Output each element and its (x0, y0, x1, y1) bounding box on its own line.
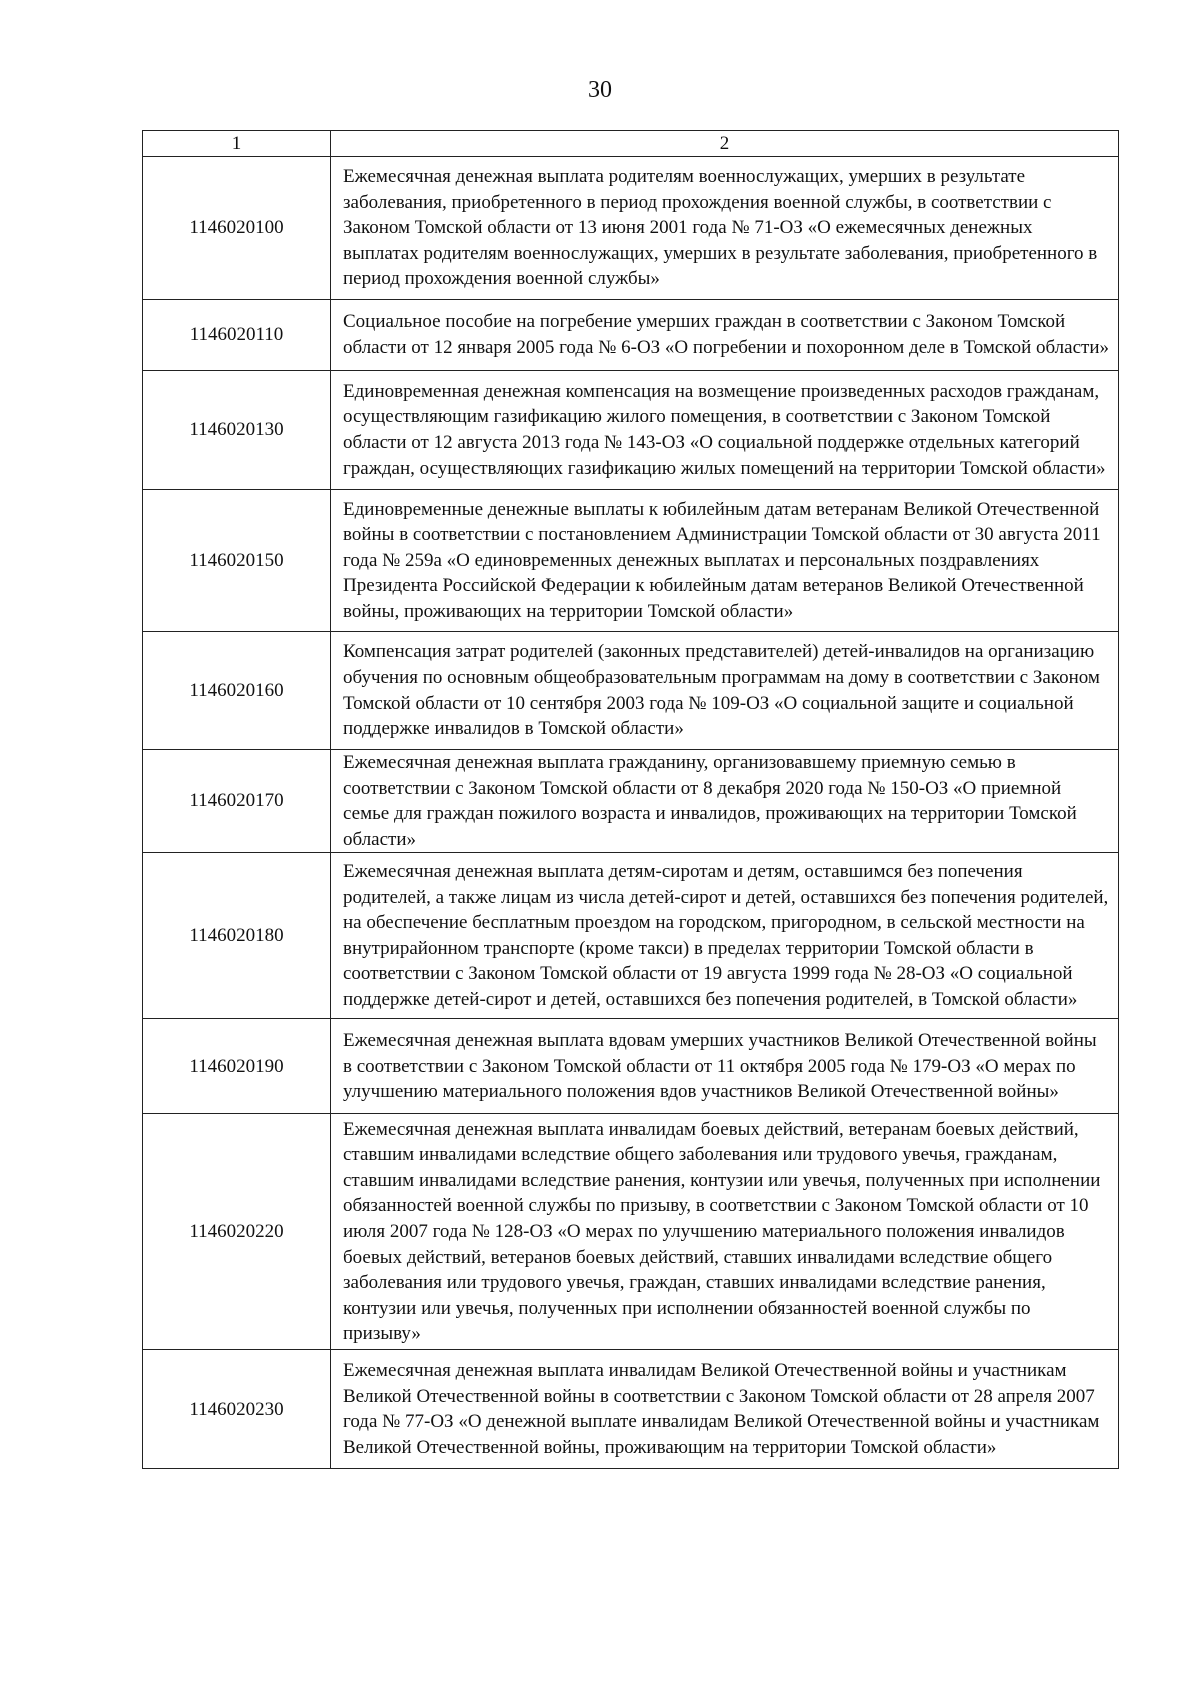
table-row (143, 1019, 1119, 1114)
row-code: 1146020100 (143, 157, 331, 300)
table-row (143, 157, 1119, 300)
row-code: 1146020220 (143, 1114, 331, 1350)
row-code: 1146020190 (143, 1019, 331, 1114)
row-code: 1146020170 (143, 750, 331, 853)
table-row (143, 1350, 1119, 1469)
row-description: Социальное пособие на погребение умерших граждан в соответствии с Законом Томской области от 12 января 2005 года № 6-ОЗ «О погребении и похоронном деле в Томской области» (331, 300, 1119, 371)
page-number: 30 (588, 77, 612, 103)
column-header-code: 1 (143, 131, 331, 157)
table-row (143, 632, 1119, 750)
row-description: Ежемесячная денежная выплата родителям военнослужащих, умерших в результате заболевания, приобретенного в период прохождения военной службы, в соответствии с Законом Томской области от 13 июня 2001 года № 71-ОЗ «О ежемесячных денежных выплатах родителям военнослужащих, умерших в результате заболевания, приобретенного в период прохождения военной службы» (331, 157, 1119, 300)
table-row (143, 750, 1119, 853)
table-row (143, 490, 1119, 632)
table-row (143, 300, 1119, 371)
row-description: Ежемесячная денежная выплата детям-сиротам и детям, оставшимся без попечения родителей, а также лицам из числа детей-сирот и детей, оставшихся без попечения родителей, на обеспечение бесплатным проездом на городском, пригородном, в сельской местности на внутрирайонном транспорте (кроме такси) в пределах территории Томской области в соответствии с Законом Томской области от 19 августа 1999 года № 28-ОЗ «О социальной поддержке детей-сирот и детей, оставшихся без попечения родителей, в Томской области» (331, 853, 1119, 1019)
row-code: 1146020150 (143, 490, 331, 632)
row-code: 1146020180 (143, 853, 331, 1019)
row-description: Компенсация затрат родителей (законных представителей) детей-инвалидов на организацию обучения по основным общеобразовательным программам на дому в соответствии с Законом Томской области от 10 сентября 2003 года № 109-ОЗ «О социальной защите и социальной поддержке инвалидов в Томской области» (331, 632, 1119, 750)
row-code: 1146020130 (143, 371, 331, 490)
row-description: Ежемесячная денежная выплата гражданину, организовавшему приемную семью в соответствии с Законом Томской области от 8 декабря 2020 года № 150-ОЗ «О приемной семье для граждан пожилого возраста и инвалидов, проживающих на территории Томской области» (331, 750, 1119, 853)
row-description: Единовременная денежная компенсация на возмещение произведенных расходов гражданам, осуществляющим газификацию жилого помещения, в соответствии с Законом Томской области от 12 августа 2013 года № 143-ОЗ «О социальной поддержке отдельных категорий граждан, осуществляющих газификацию жилых помещений на территории Томской области» (331, 371, 1119, 490)
row-description: Ежемесячная денежная выплата инвалидам Великой Отечественной войны и участникам Великой Отечественной войны в соответствии с Законом Томской области от 28 апреля 2007 года № 77-ОЗ «О денежной выплате инвалидам Великой Отечественной войны и участникам Великой Отечественной войны, проживающим на территории Томской области» (331, 1350, 1119, 1469)
row-description: Единовременные денежные выплаты к юбилейным датам ветеранам Великой Отечественной войны в соответствии с постановлением Администрации Томской области от 30 августа 2011 года № 259а «О единовременных денежных выплатах и персональных поздравлениях Президента Российской Федерации к юбилейным датам ветеранов Великой Отечественной войны, проживающих на территории Томской области» (331, 490, 1119, 632)
table-row (143, 1114, 1119, 1350)
row-description: Ежемесячная денежная выплата вдовам умерших участников Великой Отечественной войны в соответствии с Законом Томской области от 11 октября 2005 года № 179-ОЗ «О мерах по улучшению материального положения вдов участников Великой Отечественной войны» (331, 1019, 1119, 1114)
table-header-row (143, 131, 1119, 157)
budget-code-table (142, 130, 1119, 1469)
row-code: 1146020110 (143, 300, 331, 371)
table-row (143, 371, 1119, 490)
row-code: 1146020160 (143, 632, 331, 750)
row-code: 1146020230 (143, 1350, 331, 1469)
row-description: Ежемесячная денежная выплата инвалидам боевых действий, ветеранам боевых действий, ставшим инвалидами вследствие общего заболевания или трудового увечья, гражданам, ставшим инвалидами вследствие ранения, контузии или увечья, полученных при исполнении обязанностей военной службы по призыву, в соответствии с Законом Томской области от 10 июля 2007 года № 128-ОЗ «О мерах по улучшению материального положения инвалидов боевых действий, ветеранов боевых действий, ставших инвалидами вследствие общего заболевания или трудового увечья, граждан, ставших инвалидами вследствие ранения, контузии или увечья, полученных при исполнении обязанностей военной службы по призыву» (331, 1114, 1119, 1350)
column-header-description: 2 (331, 131, 1119, 157)
table-row (143, 853, 1119, 1019)
